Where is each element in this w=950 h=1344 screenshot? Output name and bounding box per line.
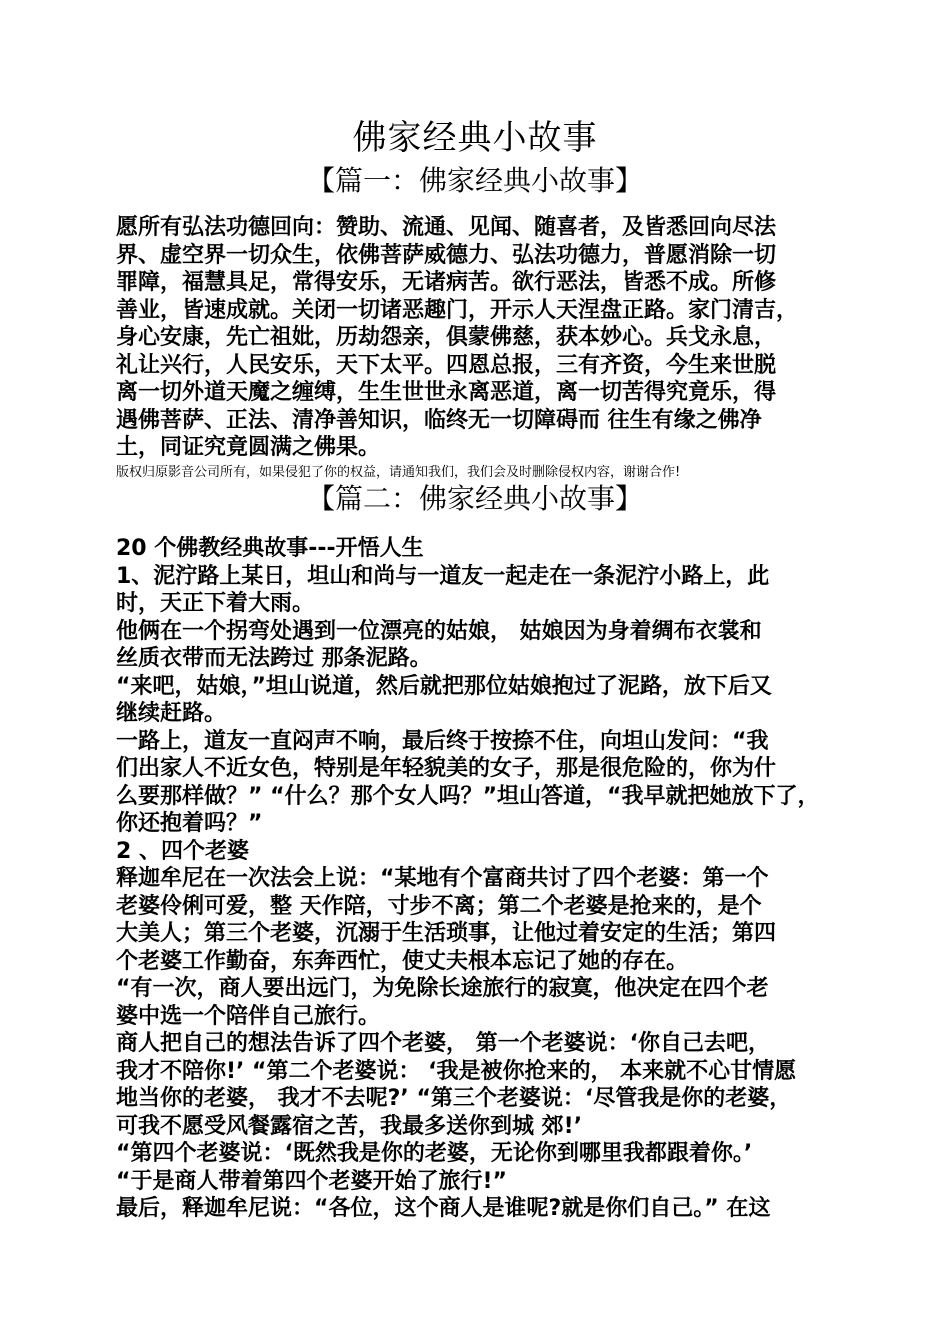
section-1-heading: 【篇一：佛家经典小故事】	[306, 164, 643, 197]
paragraph-line: 离一切外道天魔之缠缚，生生世世永离恶道，离一切苦得究竟乐，得	[116, 380, 777, 405]
section-2-heading: 【篇二：佛家经典小故事】	[306, 482, 643, 515]
paragraph-line: “于是商人带着第四个老婆开始了旅行!”	[116, 1168, 507, 1194]
paragraph-line: 善业，皆速成就。关闭一切诸恶趣门，开示人天涅盘正路。家门清吉，	[116, 297, 799, 323]
paragraph-line: 可我不愿受风餐露宿之苦，我最多送你到城 郊!’	[116, 1113, 583, 1139]
paragraph-line: 大美人；第三个老婆，沉溺于生活琐事，让他过着安定的生活；第四	[116, 921, 777, 946]
paragraph-line: 婆中选一个陪伴自己旅行。	[116, 1003, 381, 1029]
paragraph-line: 丝质衣带而无法跨过 那条泥路。	[116, 646, 432, 671]
paragraph-line: 释迦牟尼在一次法会上说：“某地有个富商共讨了四个老婆：第一个	[116, 866, 769, 891]
paragraph-line: 土，同证究竟圆满之佛果。	[116, 435, 381, 460]
paragraph-line: 遇佛菩萨、正法、清净善知识，临终无一切障碍而 往生有缘之佛净	[116, 407, 762, 433]
paragraph-line: 他俩在一个拐弯处遇到一位漂亮的姑娘， 姑娘因为身着绸布衣裳和	[116, 618, 762, 644]
paragraph-line: 时，天正下着大雨。	[116, 591, 315, 616]
paragraph-line: 商人把自己的想法告诉了四个老婆， 第一个老婆说：‘你自己去吧，	[116, 1031, 771, 1056]
paragraph-line: 最后，释迦牟尼说：“各位，这个商人是谁呢?就是你们自己。” 在这	[116, 1196, 771, 1221]
paragraph-line: “有一次，商人要出远门，为免除长途旅行的寂寞，他决定在四个老	[116, 976, 769, 1001]
paragraph-line: 20 个佛教经典故事---开悟人生	[116, 536, 424, 561]
paragraph-line: 罪障，福慧具足，常得安乐，无诸病苦。欲行恶法，皆悉不成。所修	[116, 270, 777, 295]
paragraph-line: 我才不陪你!’ “第二个老婆说： ‘我是被你抢来的， 本来就不心甘情愿	[116, 1058, 797, 1084]
paragraph-line: 2 、四个老婆	[116, 838, 249, 864]
section-1-body	[116, 214, 846, 462]
paragraph-line: “来吧，姑娘，”坦山说道，然后就把那位姑娘抱过了泥路，放下后又	[116, 673, 772, 699]
paragraph-line: 礼让兴行，人民安乐，天下太平。四恩总报，三有齐资，今生来世脱	[116, 352, 777, 378]
paragraph-line: “第四个老婆说：‘既然我是你的老婆，无论你到哪里我都跟着你。’	[116, 1141, 753, 1166]
paragraph-line: 一路上，道友一直闷声不响，最后终于按捺不住，向坦山发问：“我	[116, 728, 769, 754]
section-2-body	[116, 535, 846, 1223]
paragraph-line: 地当你的老婆， 我才不去呢?’ “第三个老婆说：‘尽管我是你的老婆，	[116, 1086, 792, 1111]
document-title: 佛家经典小故事	[352, 118, 598, 158]
paragraph-line: 继续赶路。	[116, 701, 227, 726]
paragraph-line: 个老婆工作勤奋，东奔西忙，使丈夫根本忘记了她的存在。	[116, 948, 689, 974]
paragraph-line: 们出家人不近女色，特别是年轻貌美的女子，那是很危险的，你为什	[116, 756, 777, 781]
paragraph-line: 愿所有弘法功德回向：赞助、流通、见闻、随喜者，及皆悉回向尽法	[116, 215, 777, 240]
paragraph-line: 身心安康，先亡祖妣，历劫怨亲，俱蒙佛慈，获本妙心。兵戈永息，	[116, 325, 777, 350]
paragraph-line: 1、泥泞路上某日，坦山和尚与一道友一起走在一条泥泞小路上，此	[116, 563, 770, 589]
paragraph-line: 你还抱着吗？”	[116, 811, 263, 836]
copyright-notice: 版权归原影音公司所有，如果侵犯了你的权益，请通知我们，我们会及时删除侵权内容，谢谢合作!	[116, 465, 681, 480]
paragraph-line: 界、虚空界一切众生，依佛菩萨威德力、弘法功德力，普愿消除一切	[116, 242, 777, 268]
paragraph-line: 么要那样做？” “什么？那个女人吗？”坦山答道，“我早就把她放下了，	[116, 783, 820, 809]
paragraph-line: 老婆伶俐可爱，整 天作陪，寸步不离；第二个老婆是抢来的，是个	[116, 893, 762, 919]
